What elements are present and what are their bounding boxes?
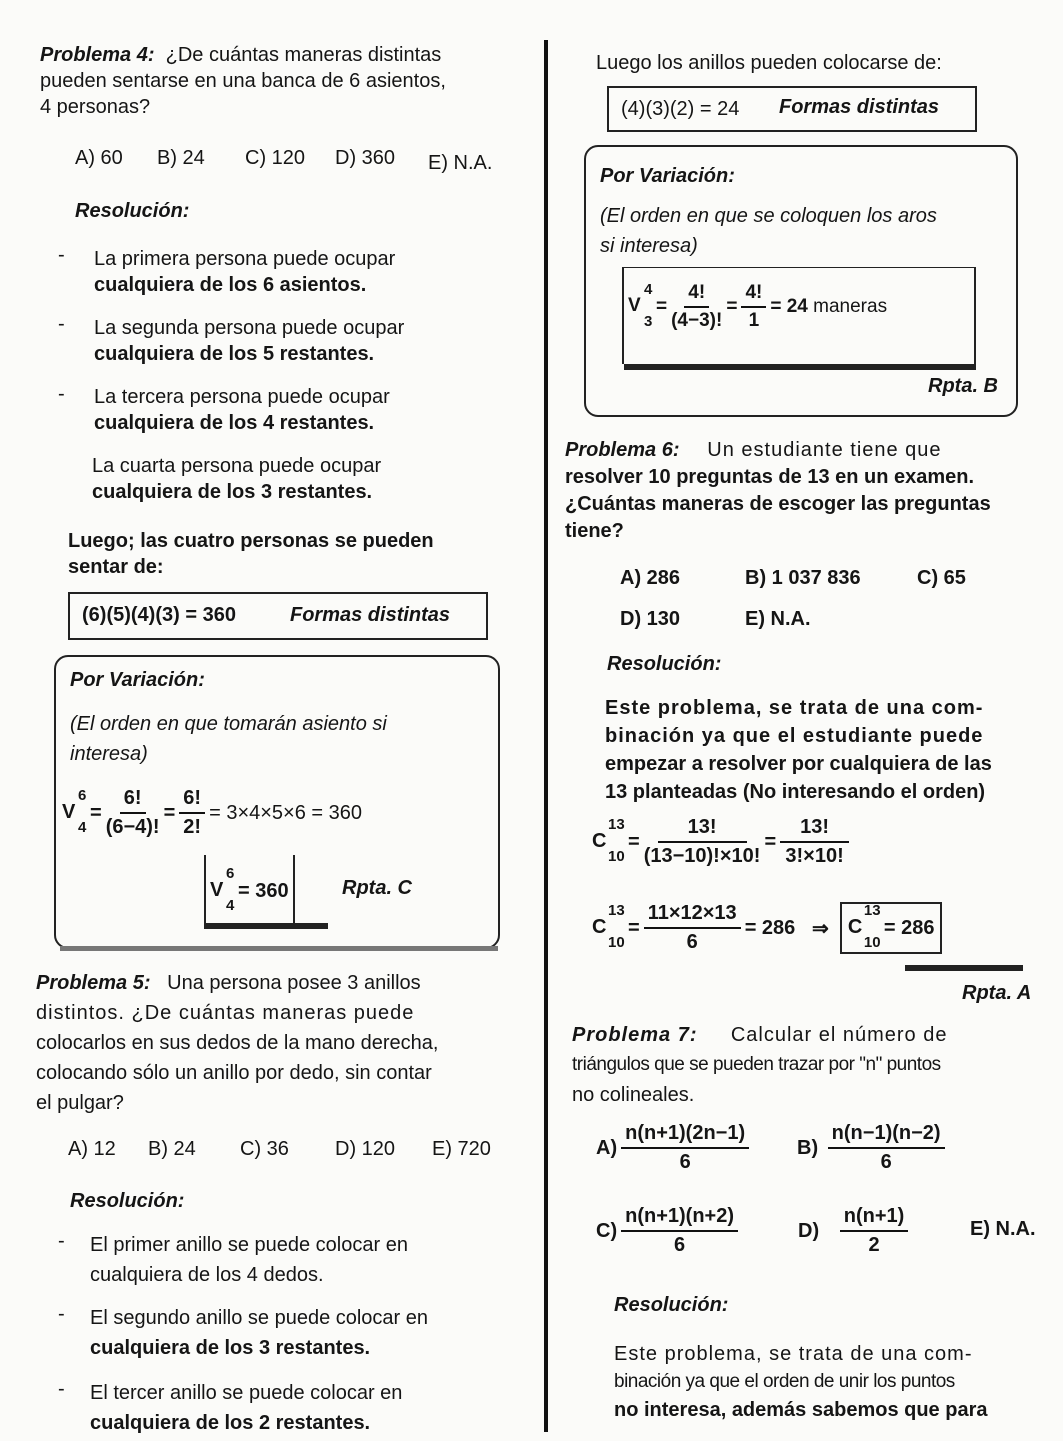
text-line: Luego; las cuatro personas se pueden [68, 530, 434, 552]
equals: = [90, 801, 102, 824]
math-text: no interesa, además sabemos que para [614, 1399, 988, 1421]
math-text: si interesa) [600, 235, 698, 257]
implies-arrow-icon: ⇒ [811, 917, 829, 940]
bullet-item [94, 315, 404, 367]
option-d [798, 1205, 912, 1257]
variation-box [584, 145, 1018, 417]
math-text: 6 [78, 787, 87, 804]
math-text [572, 1020, 947, 1050]
box-shadow [905, 965, 1023, 971]
bullet-mark: - [58, 313, 65, 335]
option-e: E) N.A. [428, 152, 493, 174]
text-line: La segunda persona puede ocupar [94, 317, 405, 339]
answer-label: Rpta. C [342, 877, 412, 899]
variation-title: Por Variación: [70, 669, 205, 691]
variation-formula [62, 787, 362, 839]
answer-label: Rpta. A [962, 982, 1032, 1004]
fraction [741, 282, 766, 332]
fraction [644, 816, 761, 868]
math-text: cualquiera de los 2 restantes. [90, 1412, 371, 1434]
math-text: D) [798, 1219, 820, 1242]
math-text: (13−10)!×10! [643, 845, 761, 867]
math-text: 13! [780, 816, 849, 843]
bullet-mark: - [58, 383, 65, 405]
variation-formula [628, 282, 887, 332]
combination-formula-2 [592, 902, 942, 954]
math-text: = [726, 296, 738, 317]
answer-label: Rpta. B [928, 375, 998, 397]
math-text: 4 [644, 281, 653, 298]
problem-4-statement [40, 42, 446, 120]
option-e: E) N.A. [745, 608, 811, 630]
option-a [596, 1122, 753, 1174]
math-text: = 286 [883, 916, 935, 939]
math-text: El primer anillo se puede colocar en [90, 1234, 408, 1256]
option-c [596, 1205, 742, 1257]
math-text: 6 [686, 931, 698, 953]
problem-7-title: Problema 7: [572, 1024, 698, 1046]
combination-formula-1 [592, 816, 853, 868]
variation-note [70, 709, 387, 769]
option-e: E) 720 [432, 1138, 491, 1160]
bullet-item [94, 384, 390, 436]
math-text [36, 968, 438, 998]
result-box [607, 86, 977, 132]
math-text: 6 [674, 1234, 686, 1256]
variation-note [600, 201, 937, 261]
math-text: n(n+1) [840, 1205, 909, 1232]
box-shadow [204, 923, 328, 929]
text-line: sentar de: [68, 556, 164, 578]
result-label: Formas distintas [779, 96, 940, 118]
math-text: colocarlos en sus dedos de la mano derecha, [36, 1032, 439, 1054]
problem-5-statement [36, 968, 438, 1118]
column-divider [544, 40, 548, 1432]
formula-result: = 3×4×5×6 = 360 [209, 801, 363, 824]
resolution-heading: Resolución: [75, 200, 190, 222]
bullet-mark: - [58, 1378, 65, 1400]
math-text: 6! [179, 787, 205, 814]
option-c: C) 120 [245, 147, 306, 169]
math-text [592, 902, 628, 951]
math-text: binación ya que el estudiante puede [605, 725, 984, 747]
math-text: Este problema, se trata de una com- [605, 697, 984, 719]
math-text: 13 [863, 902, 881, 919]
fraction [828, 1122, 945, 1174]
box-shadow [624, 364, 976, 370]
box-shadow [60, 946, 498, 951]
math-text: 11×12×13 [644, 902, 741, 929]
math-text: = [628, 916, 640, 939]
text-line: cualquiera de los 3 restantes. [92, 481, 373, 503]
math-text: cualquiera de los 3 restantes. [90, 1337, 371, 1359]
math-text: distintos. ¿De cuántas maneras puede [36, 1002, 415, 1024]
text-line: La cuarta persona puede ocupar [92, 455, 382, 477]
text-line: 4 personas? [40, 96, 151, 118]
option-a: A) 60 [75, 147, 123, 169]
fraction [621, 1205, 738, 1257]
text-line: (El orden en que tomarán asiento si [70, 713, 387, 735]
option-c: C) 36 [240, 1138, 289, 1160]
variation-box [54, 655, 500, 949]
bullet-mark: - [58, 1303, 65, 1325]
math-text: cualquiera de los 4 dedos. [90, 1264, 324, 1286]
boxed-result [204, 855, 295, 927]
bullet-item [92, 453, 381, 505]
math-text: el pulgar? [36, 1092, 124, 1114]
bullet-item [94, 246, 395, 298]
math-text: 2! [183, 816, 202, 838]
option-b: B) 24 [148, 1138, 196, 1160]
math-text: V [210, 879, 224, 901]
math-text: 13! [658, 816, 747, 843]
resolution-paragraph [614, 1340, 988, 1424]
math-text: V [62, 801, 76, 823]
resolution-heading: Resolución: [607, 653, 722, 675]
math-text: colocando sólo un anillo por dedo, sin contar [36, 1062, 432, 1084]
problem-5-title: Problema 5: [36, 972, 151, 994]
math-text: = 286 [744, 916, 796, 939]
result-label: Formas distintas [290, 604, 451, 626]
bullet-item [90, 1303, 428, 1363]
text-line: interesa) [70, 743, 148, 765]
math-text: binación ya que el orden de unir los puntos [614, 1371, 955, 1392]
math-text: El segundo anillo se puede colocar en [90, 1307, 429, 1329]
variation-symbol [62, 787, 90, 836]
math-text: 3!×10! [785, 845, 844, 867]
result-expression: (6)(5)(4)(3) = 360 [82, 604, 236, 626]
math-text: 6 [679, 1151, 691, 1173]
fraction [840, 1205, 909, 1257]
math-text: 10 [608, 934, 625, 951]
math-text: 2 [868, 1234, 880, 1256]
math-text: n(n−1)(n−2) [828, 1122, 945, 1149]
problem-6-statement [565, 437, 991, 545]
math-text: 10 [608, 848, 625, 865]
boxed-result [840, 902, 943, 954]
math-text [847, 902, 884, 951]
math-text [592, 816, 628, 865]
option-a: A) 12 [68, 1138, 116, 1160]
option-b [797, 1122, 949, 1174]
math-text: n(n+1)(2n−1) [621, 1122, 749, 1149]
bullet-mark: - [58, 1230, 65, 1252]
math-text: Un estudiante tiene que [707, 439, 942, 461]
problem-4-title: Problema 4: [40, 44, 155, 66]
math-text: C [847, 916, 863, 938]
result-box [68, 592, 488, 640]
math-text: (El orden en que se coloquen los aros [600, 205, 937, 227]
math-text: 4 [226, 897, 235, 914]
math-text: C [592, 830, 607, 852]
math-text: (4−3)! [671, 310, 723, 331]
math-text [628, 281, 656, 330]
variation-title: Por Variación: [600, 165, 735, 187]
fraction [179, 787, 205, 839]
math-text: = 360 [238, 879, 289, 902]
result-expression: (4)(3)(2) = 24 [621, 98, 740, 120]
option-d: D) 130 [620, 608, 681, 630]
math-text: empezar a resolver por cualquiera de las [605, 753, 992, 775]
resolution-paragraph [605, 694, 992, 806]
math-text: 6 [226, 865, 235, 882]
bullet-item [90, 1378, 402, 1438]
bullet-mark: - [58, 244, 65, 266]
math-text: A) [596, 1136, 618, 1159]
math-text: 4! [684, 282, 709, 308]
math-text: = 24 [770, 296, 808, 317]
math-text: = [628, 830, 640, 853]
unit-label: maneras [813, 296, 888, 317]
math-text: 1 [748, 310, 760, 331]
fraction [671, 282, 722, 332]
fraction [106, 787, 160, 839]
math-text: Calcular el número de [730, 1024, 948, 1046]
text-line: cualquiera de los 6 asientos. [94, 274, 367, 296]
math-text [210, 865, 238, 914]
math-text: triángulos que se pueden trazar por "n" puntos [572, 1054, 941, 1075]
math-text: C [592, 916, 607, 938]
option-d: D) 120 [335, 1138, 396, 1160]
math-text: tiene? [565, 520, 624, 542]
option-b: B) 24 [157, 147, 205, 169]
math-text: 13 [608, 902, 625, 919]
math-text [565, 437, 991, 464]
fraction [621, 1122, 749, 1174]
equals: = [163, 801, 176, 824]
option-a: A) 286 [620, 567, 681, 589]
math-text: 13 [608, 816, 625, 833]
math-text: = [764, 830, 777, 853]
bullet-item [90, 1230, 408, 1290]
math-text: ¿Cuántas maneras de escoger las preguntas [565, 493, 991, 515]
math-text: Este problema, se trata de una com- [614, 1343, 973, 1365]
option-d: D) 360 [335, 147, 396, 169]
text-line: La tercera persona puede ocupar [94, 386, 390, 408]
math-text: 3 [644, 313, 653, 330]
math-text: El tercer anillo se puede colocar en [90, 1382, 403, 1404]
math-text [40, 42, 446, 68]
math-text: V [628, 295, 641, 316]
text-line: La primera persona puede ocupar [94, 248, 396, 270]
text-line: ¿De cuántas maneras distintas [165, 44, 442, 66]
resolution-heading: Resolución: [614, 1294, 729, 1316]
resolution-heading: Resolución: [70, 1190, 185, 1212]
text-line: cualquiera de los 5 restantes. [94, 343, 375, 365]
math-text: C) [596, 1219, 618, 1242]
fraction [780, 816, 849, 868]
math-text: resolver 10 preguntas de 13 en un examen. [565, 466, 975, 488]
formula-box [622, 267, 976, 364]
math-text: 4 [78, 819, 87, 836]
option-e: E) N.A. [970, 1218, 1036, 1240]
conclusion-text [68, 528, 434, 580]
option-c: C) 65 [917, 567, 966, 589]
math-text: 6! [120, 787, 146, 814]
math-text: Una persona posee 3 anillos [167, 972, 421, 994]
math-text: 13 planteadas (No interesando el orden) [605, 781, 986, 803]
text-line: pueden sentarse en una banca de 6 asientos, [40, 70, 446, 92]
fraction [644, 902, 741, 954]
math-text: (6−4)! [105, 816, 160, 838]
math-text: B) [797, 1136, 819, 1159]
math-text: 4! [741, 282, 766, 308]
problem-6-title: Problema 6: [565, 439, 680, 461]
math-text: = [656, 296, 668, 317]
text-line: cualquiera de los 4 restantes. [94, 412, 375, 434]
problem-7-statement [572, 1020, 947, 1110]
math-text: 6 [880, 1151, 892, 1173]
option-b: B) 1 037 836 [745, 567, 861, 589]
math-text: no colineales. [572, 1084, 695, 1106]
rings-intro: Luego los anillos pueden colocarse de: [596, 52, 942, 74]
math-text: n(n+1)(n+2) [621, 1205, 738, 1232]
math-text: 10 [863, 934, 881, 951]
